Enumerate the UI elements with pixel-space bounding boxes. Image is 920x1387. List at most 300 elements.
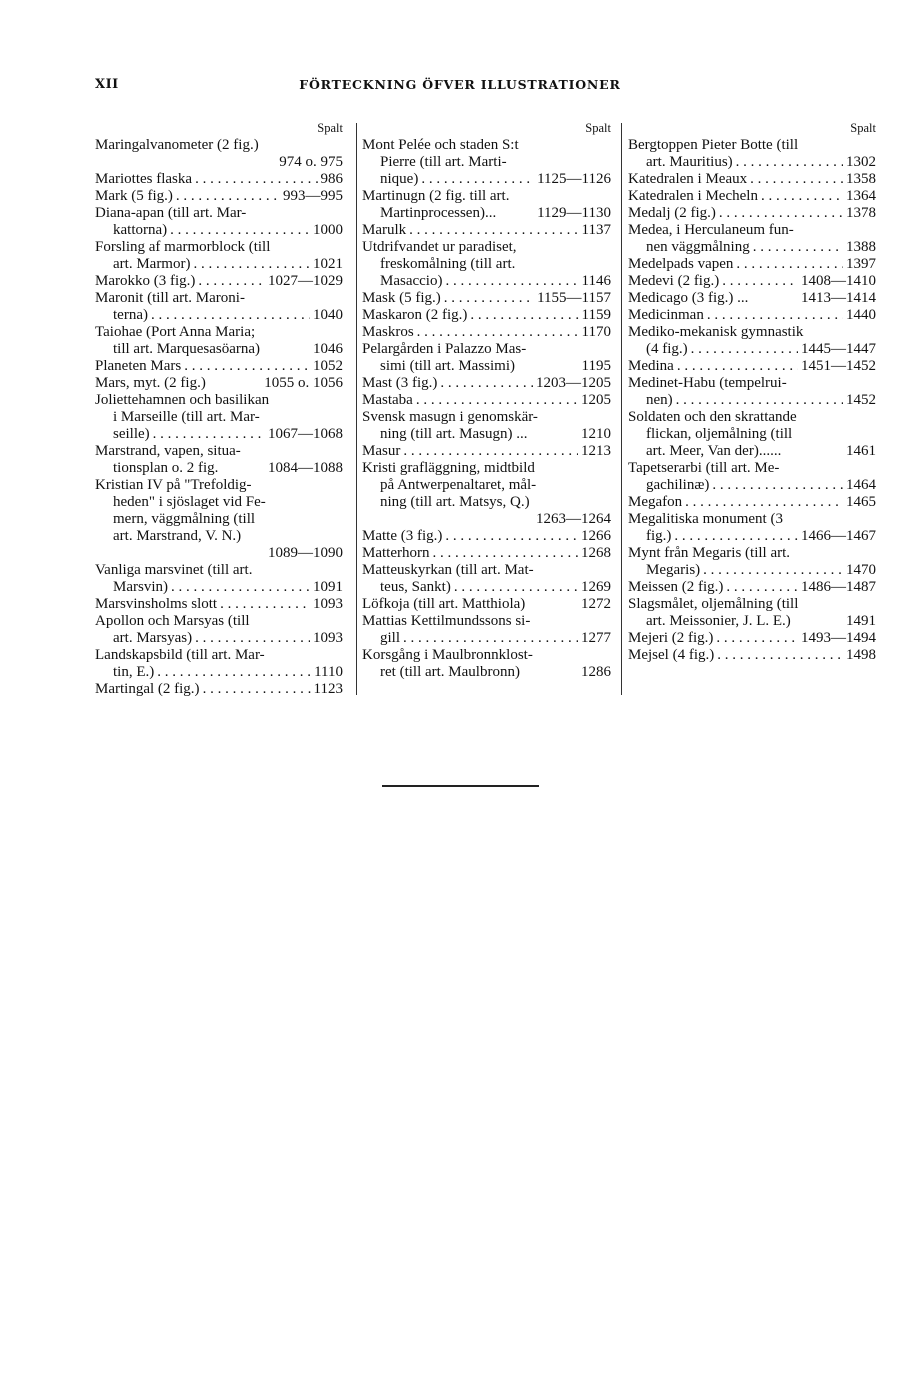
- entry-text: Mars, myt. (2 fig.): [95, 375, 206, 391]
- entry-line: [628, 392, 876, 409]
- dot-leader: [674, 528, 798, 545]
- dot-leader: [444, 290, 534, 307]
- entry-text: Diana-apan (till art. Mar-: [95, 205, 247, 221]
- entry-text: art. Marsyas): [113, 630, 193, 646]
- index-entry: [362, 375, 611, 392]
- dot-leader: [470, 307, 578, 324]
- entry-line: [362, 528, 611, 545]
- entry-text: art. Meer, Van der)......: [646, 443, 782, 459]
- index-entry: [95, 205, 343, 239]
- index-entry: [362, 137, 611, 188]
- entry-text: gachilinæ): [646, 477, 710, 493]
- page-reference: 1205: [581, 392, 611, 408]
- page-reference: 1269: [581, 579, 611, 595]
- entry-text: (4 fig.): [646, 341, 688, 357]
- index-entry: [362, 307, 611, 324]
- entry-text: Meissen (2 fig.): [628, 579, 724, 595]
- index-entry: [628, 222, 876, 256]
- entry-line: [362, 358, 611, 375]
- entry-text: Joliettehamnen och basilikan: [95, 392, 270, 408]
- index-entry: [628, 545, 876, 579]
- index-entry: [362, 188, 611, 222]
- index-entry: [628, 358, 876, 375]
- dot-leader: [703, 562, 843, 579]
- dot-leader: [676, 392, 843, 409]
- dot-leader: [417, 324, 579, 341]
- entry-text: Masaccio): [380, 273, 443, 289]
- entry-text: Landskapsbild (till art. Mar-: [95, 647, 265, 663]
- entry-line: [362, 171, 611, 188]
- entry-text: Medina: [628, 358, 674, 374]
- index-entry: [362, 409, 611, 443]
- entry-text: simi (till art. Massimi): [380, 358, 515, 374]
- dot-leader: [722, 273, 798, 290]
- entry-line: [628, 341, 876, 358]
- entry-text: Kristian IV på "Trefoldig-: [95, 477, 252, 493]
- page-reference: 1129—1130: [537, 205, 611, 221]
- dot-leader: [445, 528, 578, 545]
- entry-line: [362, 290, 611, 307]
- dot-leader: [403, 443, 578, 460]
- entry-text: gill: [380, 630, 401, 646]
- entry-line: [628, 307, 876, 324]
- page-reference: 1413—1414: [801, 290, 876, 306]
- entry-text: Matterhorn: [362, 545, 430, 561]
- entry-text: Matte (3 fig.): [362, 528, 443, 544]
- page-reference: 1498: [846, 647, 876, 663]
- entry-text: Mask (5 fig.): [362, 290, 441, 306]
- entry-text: Megaris): [646, 562, 701, 578]
- entry-text: tin, E.): [113, 664, 155, 680]
- entry-text: terna): [113, 307, 148, 323]
- page-reference: 1046: [313, 341, 343, 357]
- entry-line: [628, 273, 876, 290]
- dot-leader: [454, 579, 578, 596]
- entry-text: Tapetserarbi (till art. Me-: [628, 460, 780, 476]
- dot-leader: [203, 681, 311, 698]
- entry-line: [95, 307, 343, 324]
- index-entry: [95, 562, 343, 596]
- entry-text: freskomålning (till art.: [380, 256, 516, 272]
- dot-leader: [440, 375, 533, 392]
- index-entry: [95, 290, 343, 324]
- entry-text: Martinugn (2 fig. till art.: [362, 188, 510, 204]
- entry-text: fig.): [646, 528, 672, 544]
- entry-text: Medicinman: [628, 307, 704, 323]
- entry-text: Mediko-mekanisk gymnastik: [628, 324, 804, 340]
- entry-text: Megafon: [628, 494, 683, 510]
- entry-line: [628, 239, 876, 256]
- dot-leader: [153, 426, 265, 443]
- entry-line: [628, 562, 876, 579]
- entry-text: Forsling af marmorblock (till: [95, 239, 271, 255]
- entry-line: [628, 188, 876, 205]
- page-reference: 1213: [581, 443, 611, 459]
- index-entry: [628, 596, 876, 630]
- entry-text: art. Meissonier, J. L. E.): [646, 613, 791, 629]
- dot-leader: [719, 205, 843, 222]
- dot-leader: [750, 171, 843, 188]
- entry-text: Pelargården i Palazzo Mas-: [362, 341, 527, 357]
- index-entry: [628, 137, 876, 171]
- index-entry: [362, 528, 611, 545]
- entry-line: [628, 528, 876, 545]
- dot-leader: [691, 341, 798, 358]
- page-reference: 1195: [581, 358, 611, 374]
- entry-text: Marokko (3 fig.): [95, 273, 196, 289]
- page-reference: 1486—1487: [801, 579, 876, 595]
- dot-leader: [716, 630, 798, 647]
- index-entry: [628, 375, 876, 409]
- index-entry: [362, 613, 611, 647]
- entry-text: Vanliga marsvinet (till art.: [95, 562, 253, 578]
- index-column-3: [628, 120, 876, 664]
- index-entry: [628, 256, 876, 273]
- entry-line: [362, 545, 611, 562]
- index-entry: [362, 392, 611, 409]
- entry-text: ret (till art. Maulbronn): [380, 664, 520, 680]
- page-reference: 1263—1264: [536, 511, 611, 527]
- index-column-2: [362, 120, 611, 681]
- entry-text: art. Marmor): [113, 256, 191, 272]
- index-entry: [95, 596, 343, 613]
- entry-line: [362, 664, 611, 681]
- index-entry: [628, 188, 876, 205]
- page-reference: 1268: [581, 545, 611, 561]
- page-reference: 986: [320, 171, 343, 187]
- entry-line: [628, 290, 876, 307]
- dot-leader: [712, 477, 843, 494]
- entry-text: nen): [646, 392, 673, 408]
- dot-leader: [409, 222, 578, 239]
- dot-leader: [416, 392, 578, 409]
- entry-line: [95, 256, 343, 273]
- index-column-1: [95, 120, 343, 698]
- entry-text: Marsvin): [113, 579, 168, 595]
- entry-text: teus, Sankt): [380, 579, 451, 595]
- entry-line: [628, 647, 876, 664]
- index-entry: [628, 273, 876, 290]
- index-entry: [628, 630, 876, 647]
- page-reference: 1465: [846, 494, 876, 510]
- dot-leader: [193, 256, 310, 273]
- entry-line: [362, 222, 611, 239]
- index-entry: [628, 307, 876, 324]
- page-reference: 1491: [846, 613, 876, 629]
- index-entry: [95, 137, 343, 171]
- dot-leader: [403, 630, 578, 647]
- page-reference: 1123: [313, 681, 343, 697]
- page-reference: 1055 o. 1056: [264, 375, 343, 391]
- entry-text: Katedralen i Mecheln: [628, 188, 758, 204]
- page-reference: 1461: [846, 443, 876, 459]
- dot-leader: [736, 154, 843, 171]
- entry-text: Mejeri (2 fig.): [628, 630, 714, 646]
- index-entry: [362, 222, 611, 239]
- index-entry: [362, 290, 611, 307]
- index-entry: [628, 409, 876, 460]
- page-reference: 1397: [846, 256, 876, 272]
- page-reference: 1440: [846, 307, 876, 323]
- entry-text: Mariottes flaska: [95, 171, 193, 187]
- entry-text: Maronit (till art. Maroni-: [95, 290, 245, 306]
- entry-line: [95, 273, 343, 290]
- index-entry: [362, 545, 611, 562]
- dot-leader: [707, 307, 843, 324]
- entry-line: [628, 630, 876, 647]
- page-reference: 1052: [313, 358, 343, 374]
- page-reference: 1203—1205: [536, 375, 611, 391]
- entry-line: [95, 681, 343, 698]
- entry-text: ning (till art. Masugn) ...: [380, 426, 528, 442]
- entry-text: Medalj (2 fig.): [628, 205, 716, 221]
- entry-line: [628, 494, 876, 511]
- page-reference: 1091: [313, 579, 343, 595]
- page-reference: 1451—1452: [801, 358, 876, 374]
- page-reference: 1470: [846, 562, 876, 578]
- page-reference: 1464: [846, 477, 876, 493]
- entry-text: Mastaba: [362, 392, 413, 408]
- entry-line: [362, 324, 611, 341]
- dot-leader: [220, 596, 310, 613]
- entry-text: Martingal (2 fig.): [95, 681, 200, 697]
- entry-text: Katedralen i Meaux: [628, 171, 748, 187]
- page-reference: 1466—1467: [801, 528, 876, 544]
- page-reference: 1378: [846, 205, 876, 221]
- entry-text: ning (till art. Matsys, Q.): [380, 494, 530, 510]
- page-reference: 1155—1157: [537, 290, 611, 306]
- entry-line: [95, 460, 343, 477]
- page-reference: 1089—1090: [268, 545, 343, 561]
- entry-line: [362, 443, 611, 460]
- entry-line: [362, 273, 611, 290]
- page-reference: 1067—1068: [268, 426, 343, 442]
- index-entry: [628, 647, 876, 664]
- page-reference: 1021: [313, 256, 343, 272]
- entry-line: [95, 375, 343, 392]
- page-reference: 993—995: [283, 188, 343, 204]
- section-rule: [382, 785, 539, 787]
- entry-text: Medelpads vapen: [628, 256, 734, 272]
- entry-line: [362, 579, 611, 596]
- entry-text: på Antwerpenaltaret, mål-: [380, 477, 537, 493]
- dot-leader: [171, 579, 310, 596]
- entry-line: [628, 613, 876, 630]
- entry-text: Mont Pelée och staden S:t: [362, 137, 519, 153]
- entry-text: Mattias Kettilmundssons si-: [362, 613, 531, 629]
- index-entry: [628, 494, 876, 511]
- dot-leader: [170, 222, 310, 239]
- entry-text: Mynt från Megaris (till art.: [628, 545, 791, 561]
- page-reference: 1170: [581, 324, 611, 340]
- index-entry: [628, 205, 876, 222]
- entry-text: Apollon och Marsyas (till: [95, 613, 250, 629]
- page-reference: 1266: [581, 528, 611, 544]
- column-heading: Spalt: [585, 121, 611, 135]
- index-entry: [362, 562, 611, 596]
- entry-text: Marsvinsholms slott: [95, 596, 218, 612]
- entry-text: Maskaron (2 fig.): [362, 307, 468, 323]
- entry-text: Slagsmålet, oljemålning (till: [628, 596, 799, 612]
- entry-text: Taiohae (Port Anna Maria;: [95, 324, 256, 340]
- entry-text: Bergtoppen Pieter Botte (till: [628, 137, 799, 153]
- index-entry: [95, 188, 343, 205]
- index-entry: [362, 647, 611, 681]
- page-reference: 1000: [313, 222, 343, 238]
- entry-text: Marulk: [362, 222, 407, 238]
- entry-text: Maskros: [362, 324, 414, 340]
- dot-leader: [432, 545, 578, 562]
- entry-text: Korsgång i Maulbronnklost-: [362, 647, 533, 663]
- index-entry: [362, 596, 611, 613]
- entry-text: art. Marstrand, V. N.): [113, 528, 242, 544]
- page-reference: 1388: [846, 239, 876, 255]
- index-entry: [95, 613, 343, 647]
- page-header: [0, 77, 920, 97]
- column-divider: [356, 123, 357, 695]
- page-reference: 974 o. 975: [279, 154, 343, 170]
- entry-text: Mark (5 fig.): [95, 188, 173, 204]
- dot-leader: [685, 494, 843, 511]
- entry-line: [628, 443, 876, 460]
- page-reference: 1110: [314, 664, 343, 680]
- dot-leader: [157, 664, 311, 681]
- page-reference: 1027—1029: [268, 273, 343, 289]
- entry-text: art. Mauritius): [646, 154, 733, 170]
- entry-line: [362, 307, 611, 324]
- page-reference: 1093: [313, 630, 343, 646]
- index-entry: [362, 460, 611, 528]
- page-reference: 1277: [581, 630, 611, 646]
- index-entry: [95, 324, 343, 358]
- entry-text: nique): [380, 171, 419, 187]
- entry-line: [95, 171, 343, 188]
- entry-line: [628, 256, 876, 273]
- page-reference: 1302: [846, 154, 876, 170]
- entry-text: Mast (3 fig.): [362, 375, 438, 391]
- dot-leader: [195, 630, 310, 647]
- dot-leader: [445, 273, 578, 290]
- entry-text: Soldaten och den skrattande: [628, 409, 797, 425]
- page-reference: 1452: [846, 392, 876, 408]
- entry-line: [628, 171, 876, 188]
- entry-line: [95, 358, 343, 375]
- index-entry: [95, 647, 343, 681]
- dot-leader: [151, 307, 310, 324]
- entry-line: [95, 222, 343, 239]
- entry-line: [362, 630, 611, 647]
- entry-text: Medicago (3 fig.) ...: [628, 290, 749, 306]
- entry-line: [362, 205, 611, 222]
- entry-text: seille): [113, 426, 150, 442]
- index-entry: [362, 443, 611, 460]
- entry-line: [628, 579, 876, 596]
- column-heading: Spalt: [850, 121, 876, 135]
- dot-leader: [421, 171, 534, 188]
- index-entry: [628, 511, 876, 545]
- index-entry: [628, 290, 876, 307]
- entry-text: Medinet-Habu (tempelrui-: [628, 375, 787, 391]
- column-divider: [621, 123, 622, 695]
- entry-text: Löfkoja (till art. Matthiola): [362, 596, 526, 612]
- index-entry: [95, 375, 343, 392]
- dot-leader: [761, 188, 843, 205]
- index-entry: [95, 443, 343, 477]
- dot-leader: [176, 188, 280, 205]
- entry-text: Kristi grafläggning, midtbild: [362, 460, 535, 476]
- entry-line: [362, 596, 611, 613]
- entry-text: Utdrifvandet ur paradiset,: [362, 239, 517, 255]
- dot-leader: [195, 171, 317, 188]
- entry-text: flickan, oljemålning (till: [646, 426, 793, 442]
- entry-text: Pierre (till art. Marti-: [380, 154, 507, 170]
- entry-text: Megalitiska monument (3: [628, 511, 783, 527]
- index-entry: [628, 171, 876, 188]
- entry-line: [95, 596, 343, 613]
- entry-line: [95, 664, 343, 681]
- entry-text: mern, väggmålning (till: [113, 511, 256, 527]
- index-entry: [362, 324, 611, 341]
- entry-text: Medea, i Herculaneum fun-: [628, 222, 794, 238]
- index-entry: [95, 477, 343, 562]
- entry-text: Matteuskyrkan (till art. Mat-: [362, 562, 534, 578]
- index-entry: [95, 273, 343, 290]
- index-entry: [362, 341, 611, 375]
- page-reference: 1286: [581, 664, 611, 680]
- dot-leader: [198, 273, 265, 290]
- entry-line: [628, 358, 876, 375]
- dot-leader: [736, 256, 843, 273]
- dot-leader: [753, 239, 843, 256]
- entry-line: [95, 630, 343, 647]
- page-reference: 1358: [846, 171, 876, 187]
- entry-text: Martinprocessen)...: [380, 205, 497, 221]
- page-reference: 1093: [313, 596, 343, 612]
- page-number: XII: [95, 77, 119, 92]
- entry-line: [628, 205, 876, 222]
- entry-line: [362, 426, 611, 443]
- entry-text: tionsplan o. 2 fig.: [113, 460, 219, 476]
- index-entry: [628, 324, 876, 358]
- entry-line: [628, 477, 876, 494]
- index-entry: [628, 460, 876, 494]
- dot-leader: [717, 647, 843, 664]
- page-title: FÖRTECKNING ÖFVER ILLUSTRATIONER: [299, 77, 621, 92]
- entry-text: Planeten Mars: [95, 358, 182, 374]
- page-reference: 1445—1447: [801, 341, 876, 357]
- index-entry: [95, 171, 343, 188]
- page-reference: 1408—1410: [801, 273, 876, 289]
- index-entry: [362, 239, 611, 290]
- page-reference: 1210: [581, 426, 611, 442]
- entry-text: Marstrand, vapen, situa-: [95, 443, 241, 459]
- entry-text: i Marseille (till art. Mar-: [113, 409, 260, 425]
- page-reference: 1137: [581, 222, 611, 238]
- entry-text: heden" i sjöslaget vid Fe-: [113, 494, 266, 510]
- page-reference: 1084—1088: [268, 460, 343, 476]
- page-reference: 1146: [581, 273, 611, 289]
- entry-line: [362, 375, 611, 392]
- entry-line: [362, 392, 611, 409]
- entry-line: [95, 341, 343, 358]
- entry-line: [628, 154, 876, 171]
- entry-line: [95, 188, 343, 205]
- entry-text: nen väggmålning: [646, 239, 750, 255]
- page-reference: 1125—1126: [537, 171, 611, 187]
- page-reference: 1493—1494: [801, 630, 876, 646]
- page-reference: 1159: [581, 307, 611, 323]
- entry-text: Mejsel (4 fig.): [628, 647, 715, 663]
